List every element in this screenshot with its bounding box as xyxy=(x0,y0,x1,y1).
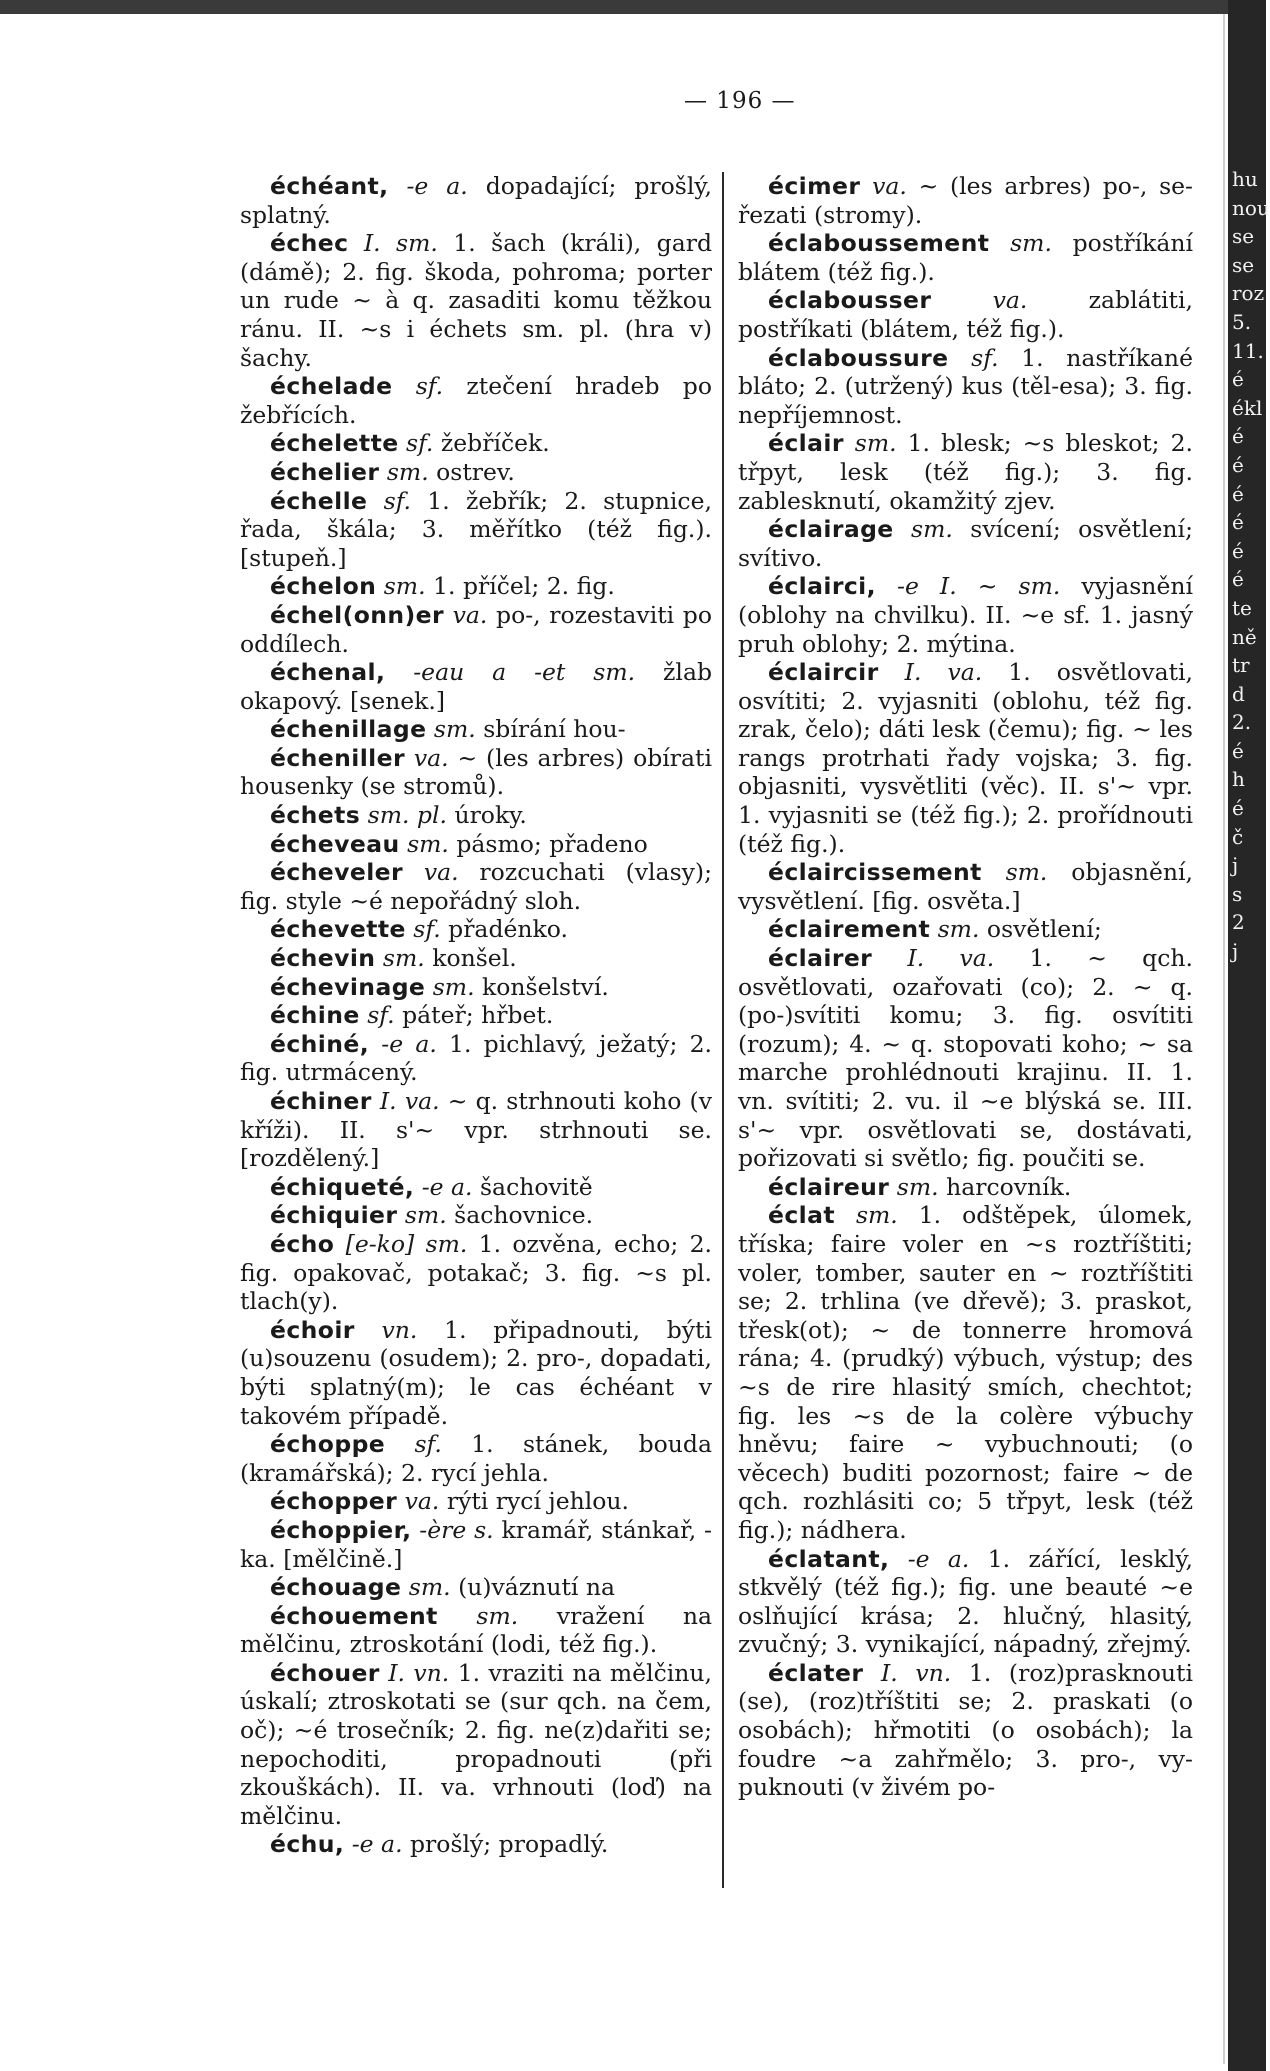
entry-headword: éclaircissement xyxy=(768,858,982,887)
entry-headword: échoppe xyxy=(270,1430,386,1459)
entry-grammar: -eau a -et sm. xyxy=(385,658,636,687)
entry-definition: ~ (les arbres) obírati housenky (se stromů). xyxy=(240,743,712,801)
entry-definition: přadénko. xyxy=(440,915,568,944)
edge-fragment: 5. xyxy=(1232,309,1252,334)
entry-headword: éclaboussure xyxy=(768,343,949,372)
dictionary-entry xyxy=(240,944,712,973)
entry-grammar: sm. xyxy=(437,1601,519,1630)
entry-headword: échouement xyxy=(270,1601,438,1630)
entry-headword: échu, xyxy=(270,1830,345,1859)
entry-definition: 1. šach (králi), gard (dámě); 2. fig. škoda, pohroma; porter un rude ~ à q. zasaditi komu těžkou ránu. II. ~s i échets sm. pl. (hra v) šachy. xyxy=(240,229,712,372)
dictionary-entry xyxy=(240,1430,712,1487)
entry-grammar: sf. xyxy=(392,372,444,401)
entry-grammar: sm. xyxy=(893,515,953,544)
entry-headword: échelon xyxy=(270,572,377,601)
entry-headword: échéant, xyxy=(270,172,389,200)
entry-headword: échelade xyxy=(270,372,393,401)
edge-fragment: č xyxy=(1232,824,1244,849)
entry-headword: éclairci, xyxy=(768,572,876,601)
edge-fragment: se xyxy=(1232,252,1255,277)
dictionary-entry xyxy=(240,1659,712,1831)
entry-definition: 1. zářící, lesklý, stkvělý (též fig.); fig. une beauté ~e oslňující krása; 2. hlučný, hlasitý, zvučný; 3. vynikající, nápadný, zřejmý. xyxy=(738,1544,1193,1659)
entry-headword: éclaircir xyxy=(768,658,879,687)
entry-grammar: sm. xyxy=(425,972,475,1001)
entry-headword: échets xyxy=(270,801,361,830)
entry-headword: échouer xyxy=(270,1658,380,1687)
entry-definition: páteř; hřbet. xyxy=(394,1001,554,1030)
entry-grammar: -e a. xyxy=(388,172,468,200)
entry-grammar: sm. xyxy=(989,229,1052,258)
entry-grammar: vn. xyxy=(354,1315,418,1344)
entry-headword: écheveler xyxy=(270,858,403,887)
entry-headword: écho xyxy=(270,1229,335,1258)
dictionary-entry xyxy=(738,858,1193,915)
entry-definition: šachovnice. xyxy=(446,1201,594,1230)
entry-grammar: sf. xyxy=(359,1001,395,1030)
edge-fragment: 2. xyxy=(1232,710,1252,735)
entry-definition: 1. připadnouti, býti (u)souzenu (osudem); 2. pro-, dopadati, býti splatný(m); le cas échéant v takovém případě. xyxy=(240,1315,712,1430)
entry-headword: échiqueté, xyxy=(270,1172,415,1201)
edge-fragment: nou xyxy=(1232,195,1270,220)
dictionary-entry xyxy=(240,1573,712,1602)
entry-headword: échelette xyxy=(270,429,399,458)
entry-definition: 1. příčel; 2. fig. xyxy=(425,572,615,601)
dictionary-entry xyxy=(738,229,1193,286)
entry-definition: 1. blesk; ~s bleskot; 2. třpyt, lesk (též fig.); 3. fig. zablesknutí, okamžitý zjev. xyxy=(738,429,1193,515)
edge-fragment: roz xyxy=(1232,281,1265,306)
entry-headword: écheniller xyxy=(270,743,405,772)
entry-headword: échelle xyxy=(270,486,368,515)
entry-grammar: I. vn. xyxy=(379,1658,450,1687)
entry-grammar: -e a. xyxy=(414,1172,473,1201)
dictionary-entry xyxy=(240,830,712,859)
entry-definition: konšelství. xyxy=(474,972,609,1001)
edge-fragment: é xyxy=(1232,424,1244,449)
entry-headword: éclaboussement xyxy=(768,229,990,258)
dictionary-entry xyxy=(240,1201,712,1230)
entry-headword: éclater xyxy=(768,1658,864,1687)
edge-fragment: ně xyxy=(1232,624,1257,649)
entry-definition: 1. ~ qch. osvětlovati, ozařovati (co); 2. ~ q. (po-)svítiti komu; 3. fig. osvítiti (rozum); 4. ~ q. stopovati koho; ~ sa marche prohlédnouti krajinu. II. 1. vn. svítiti; 2. vu. il ~e blýská se. III. s'~ vpr. osvětlovati se, dostávati, pořizovati si světlo; fig. poučiti se. xyxy=(738,944,1193,1173)
edge-fragment: te xyxy=(1232,595,1252,620)
edge-fragment: j xyxy=(1232,853,1239,878)
entry-headword: échevin xyxy=(270,944,376,973)
entry-definition: vražení na mělčinu, ztroskotání (lodi, též fig.). xyxy=(240,1601,712,1659)
dictionary-entry xyxy=(738,915,1193,944)
entry-grammar: sm. xyxy=(835,1201,898,1230)
entry-headword: échel(onn)er xyxy=(270,600,445,629)
entry-definition: vyjasnění (oblohy na chvilku). II. ~e sf. 1. jasný pruh oblohy; 2. mýtina. xyxy=(738,572,1193,658)
dictionary-entry xyxy=(240,372,712,429)
entry-grammar: sm. xyxy=(843,429,897,458)
entry-grammar: -ère s. xyxy=(411,1515,494,1544)
dictionary-entry xyxy=(738,572,1193,658)
entry-grammar: sm. xyxy=(401,1573,451,1602)
dictionary-entry xyxy=(240,915,712,944)
entry-grammar: I. vn. xyxy=(863,1658,952,1687)
dictionary-entry xyxy=(240,601,712,658)
dictionary-entry xyxy=(240,458,712,487)
entry-headword: éclairer xyxy=(768,944,873,973)
edge-fragment: tr xyxy=(1232,653,1250,678)
entry-definition: konšel. xyxy=(424,944,517,973)
entry-headword: échevette xyxy=(270,915,406,944)
dictionary-entry xyxy=(240,429,712,458)
edge-fragment: 2 xyxy=(1232,910,1245,935)
entry-headword: éclabousser xyxy=(768,286,932,315)
dictionary-entry xyxy=(738,658,1193,858)
entry-headword: échenal, xyxy=(270,658,386,687)
column-divider xyxy=(722,172,724,1888)
entry-grammar: -e a. xyxy=(369,1029,437,1058)
entry-headword: échec xyxy=(270,229,349,258)
entry-grammar: [e-ko] sm. xyxy=(334,1229,468,1258)
entry-definition: ztečení hradeb po žebřících. xyxy=(240,372,712,429)
entry-definition: po-, rozestaviti po oddílech. xyxy=(240,600,713,658)
entry-definition: 1. stánek, bouda (kramářská); 2. rycí jehla. xyxy=(240,1430,712,1487)
entry-grammar: -e a. xyxy=(344,1830,403,1859)
edge-fragment: é xyxy=(1232,510,1244,535)
entry-grammar: va. xyxy=(931,286,1028,315)
dictionary-entry xyxy=(240,1487,712,1516)
page-number: — 196 — xyxy=(684,88,796,114)
entry-definition: objasnění, vysvětlení. [fig. osvěta.] xyxy=(738,858,1193,915)
dictionary-entry xyxy=(240,229,712,372)
entry-grammar: sf. xyxy=(405,915,441,944)
entry-headword: échiquier xyxy=(270,1201,398,1230)
entry-grammar: sf. xyxy=(948,343,999,372)
entry-headword: échine xyxy=(270,1001,360,1030)
edge-fragment: j xyxy=(1232,939,1239,964)
entry-headword: écimer xyxy=(768,172,861,200)
edge-fragment: é xyxy=(1232,538,1244,563)
entry-grammar: sm. xyxy=(397,1201,447,1230)
dictionary-entry xyxy=(738,944,1193,1173)
entry-definition: zablátiti, postříkati (blátem, též fig.). xyxy=(738,286,1193,343)
entry-definition: žlab okapový. [senek.] xyxy=(240,658,712,715)
entry-headword: échiner xyxy=(270,1087,372,1115)
dictionary-entry xyxy=(240,858,712,915)
dictionary-entry xyxy=(738,344,1193,430)
entry-definition: harcovník. xyxy=(938,1172,1072,1201)
entry-grammar: va. xyxy=(860,172,907,200)
dictionary-entry xyxy=(738,1173,1193,1202)
entry-grammar: va. xyxy=(402,858,459,887)
edge-fragment: h xyxy=(1232,767,1245,792)
entry-definition: 1. vraziti na mělčinu, úskalí; ztroskotati se (sur qch. na čem, oč); ~é trosečník; 2. fig. ne(z)dařiti se; nepochoditi, propadnouti (při zkouškách). II. va. vrhnouti (loď) na mělčinu. xyxy=(240,1658,712,1830)
entry-definition: prošlý; propadlý. xyxy=(402,1830,609,1859)
entry-grammar: I. va. xyxy=(878,658,983,687)
entry-definition: 1. nastříkané bláto; 2. (utržený) kus (těl-esa); 3. fig. nepříjemnost. xyxy=(738,343,1193,429)
entry-definition: svícení; osvětlení; svítivo. xyxy=(738,515,1193,572)
entry-definition: 1. odštěpek, úlomek, tříska; faire voler en ~s roztříštiti; voler, tomber, sauter en ~ roztříštiti se; 2. trhlina (ve dřevě); 3. praskot, třesk(ot); ~ de tonnerre hromová rána; 4. (prudký) výbuch, výstup; des ~s de rire hlasitý smích, chechtot; fig. les ~s de la colère výbuchy hněvu; faire ~ vybuchnouti; (o věcech) buditi pozornost; faire ~ de qch. rozhlásiti co; 5 třpyt, lesk (též fig.); nádhera. xyxy=(738,1201,1193,1544)
edge-fragment: hu xyxy=(1232,167,1258,191)
entry-definition: 1. pichlavý, ježatý; 2. fig. utrmácený. xyxy=(240,1029,712,1087)
edge-fragment: s xyxy=(1232,881,1243,906)
entry-headword: échenillage xyxy=(270,715,427,744)
entry-definition: žebříček. xyxy=(433,429,550,458)
entry-definition: (u)váznutí na xyxy=(450,1573,616,1602)
entry-headword: échevinage xyxy=(270,972,426,1001)
entry-definition: rozcuchati (vlasy); fig. style ~é nepořádný sloh. xyxy=(240,858,712,915)
dictionary-entry xyxy=(240,658,712,715)
entry-grammar: sf. xyxy=(385,1430,442,1459)
dictionary-entry xyxy=(240,487,712,573)
entry-definition: kramář, stánkař, -ka. [mělčině.] xyxy=(240,1515,712,1573)
entry-grammar: sm. pl. xyxy=(360,801,447,830)
dictionary-entry xyxy=(240,1230,712,1316)
edge-fragment: é xyxy=(1232,367,1244,392)
entry-grammar: sm. xyxy=(889,1172,939,1201)
entry-definition: dopadající; prošlý, splatný. xyxy=(240,172,712,229)
entry-headword: écheveau xyxy=(270,829,400,858)
entry-grammar: va. xyxy=(397,1487,440,1516)
dictionary-entry xyxy=(240,572,712,601)
adjacent-page-edge xyxy=(1232,165,1270,1245)
entry-definition: rýti rycí jehlou. xyxy=(439,1487,630,1516)
dictionary-entry xyxy=(240,801,712,830)
entry-grammar: sm. xyxy=(399,829,449,858)
entry-grammar: I. va. xyxy=(371,1087,440,1115)
entry-definition: 1. (roz)prasknouti (se), (roz)tříštiti se; 2. praskati (o osobách); hřmotiti (o osobách); la foudre ~a zahřmělo; 3. pro-, vy-puknouti (v živém po- xyxy=(738,1658,1193,1802)
entry-headword: éclaireur xyxy=(768,1172,890,1201)
left-column xyxy=(240,172,712,1972)
edge-fragment: é xyxy=(1232,452,1244,477)
entry-definition: osvětlení; xyxy=(979,915,1102,944)
entry-grammar: sm. xyxy=(981,858,1048,887)
entry-definition: ~ q. strhnouti koho (v kříži). II. s'~ vpr. strhnouti se. [rozdělený.] xyxy=(240,1087,713,1173)
edge-fragment: é xyxy=(1232,796,1244,821)
dictionary-entry xyxy=(738,429,1193,515)
entry-headword: éclat xyxy=(768,1201,836,1230)
entry-grammar: -e I. ~ sm. xyxy=(875,572,1061,601)
dictionary-entry xyxy=(240,1173,712,1202)
entry-headword: éclairage xyxy=(768,515,894,544)
entry-headword: éclairement xyxy=(768,915,931,944)
dictionary-entry xyxy=(240,172,712,229)
dictionary-entry xyxy=(240,1516,712,1573)
entry-definition: ~ (les arbres) po-, se-řezati (stromy). xyxy=(738,172,1194,229)
dictionary-entry xyxy=(738,1201,1193,1544)
dictionary-entry xyxy=(240,973,712,1002)
scan-border-top xyxy=(0,0,1266,14)
entry-grammar: -e a. xyxy=(889,1544,970,1573)
dictionary-entry xyxy=(240,744,712,801)
entry-definition: ostrev. xyxy=(428,457,515,486)
entry-grammar: va. xyxy=(444,600,488,629)
entry-grammar: sm. xyxy=(930,915,980,944)
dictionary-entry xyxy=(240,1001,712,1030)
right-column xyxy=(738,172,1193,1972)
dictionary-entry xyxy=(240,715,712,744)
entry-headword: éclair xyxy=(768,429,844,458)
entry-grammar: va. xyxy=(404,743,449,772)
entry-grammar: I. sm. xyxy=(348,229,438,258)
edge-fragment: d xyxy=(1232,681,1245,706)
dictionary-entry xyxy=(738,1545,1193,1659)
entry-grammar: I. va. xyxy=(872,944,995,973)
entry-headword: échoir xyxy=(270,1315,355,1344)
entry-definition: sbírání hou- xyxy=(475,715,626,744)
entry-headword: échoppier, xyxy=(270,1515,412,1544)
entry-grammar: sf. xyxy=(367,486,412,515)
entry-definition: pásmo; přadeno xyxy=(448,829,648,858)
edge-fragment: é xyxy=(1232,738,1244,763)
entry-grammar: sm. xyxy=(379,457,429,486)
dictionary-entry xyxy=(240,1316,712,1430)
entry-headword: échelier xyxy=(270,457,380,486)
entry-grammar: sf. xyxy=(398,429,434,458)
entry-definition: 1. ozvěna, echo; 2. fig. opakovač, potakač; 3. fig. ~s pl. tlach(y). xyxy=(240,1229,712,1316)
entry-definition: 1. žebřík; 2. stupnice, řada, škála; 3. měřítko (též fig.). [stupeň.] xyxy=(240,486,712,572)
dictionary-entry xyxy=(240,1602,712,1659)
entry-headword: échiné, xyxy=(270,1029,370,1058)
dictionary-entry xyxy=(738,172,1193,229)
dictionary-entry xyxy=(240,1830,712,1859)
edge-fragment: ékl xyxy=(1232,395,1263,420)
dictionary-entry xyxy=(240,1087,712,1173)
edge-fragment: é xyxy=(1232,481,1244,506)
entry-definition: 1. osvětlovati, osvítiti; 2. vyjasniti (oblohu, též fig. zrak, čelo); dáti lesk (čemu); fig. ~ les rangs protrhati řady vojska; 3. fig. objasniti, vysvětliti (věc). II. s'~ vpr. 1. vyjasniti se (též fig.); 2. prořídnouti (též fig.). xyxy=(738,658,1194,858)
entry-grammar: sm. xyxy=(375,944,425,973)
entry-headword: échouage xyxy=(270,1573,402,1602)
entry-definition: postříkání blátem (též fig.). xyxy=(738,229,1193,286)
entry-definition: šachovitě xyxy=(472,1172,593,1201)
entry-grammar: sm. xyxy=(376,572,426,601)
entry-headword: éclatant, xyxy=(768,1544,890,1573)
dictionary-entry xyxy=(738,286,1193,343)
entry-definition: úroky. xyxy=(446,801,527,830)
edge-fragment: se xyxy=(1232,224,1255,249)
edge-fragment: 11. xyxy=(1232,338,1264,363)
entry-grammar: sm. xyxy=(426,715,476,744)
entry-headword: échopper xyxy=(270,1487,398,1516)
dictionary-entry xyxy=(240,1030,712,1087)
edge-fragment: é xyxy=(1232,567,1244,592)
dictionary-entry xyxy=(738,1659,1193,1802)
dictionary-entry xyxy=(738,515,1193,572)
